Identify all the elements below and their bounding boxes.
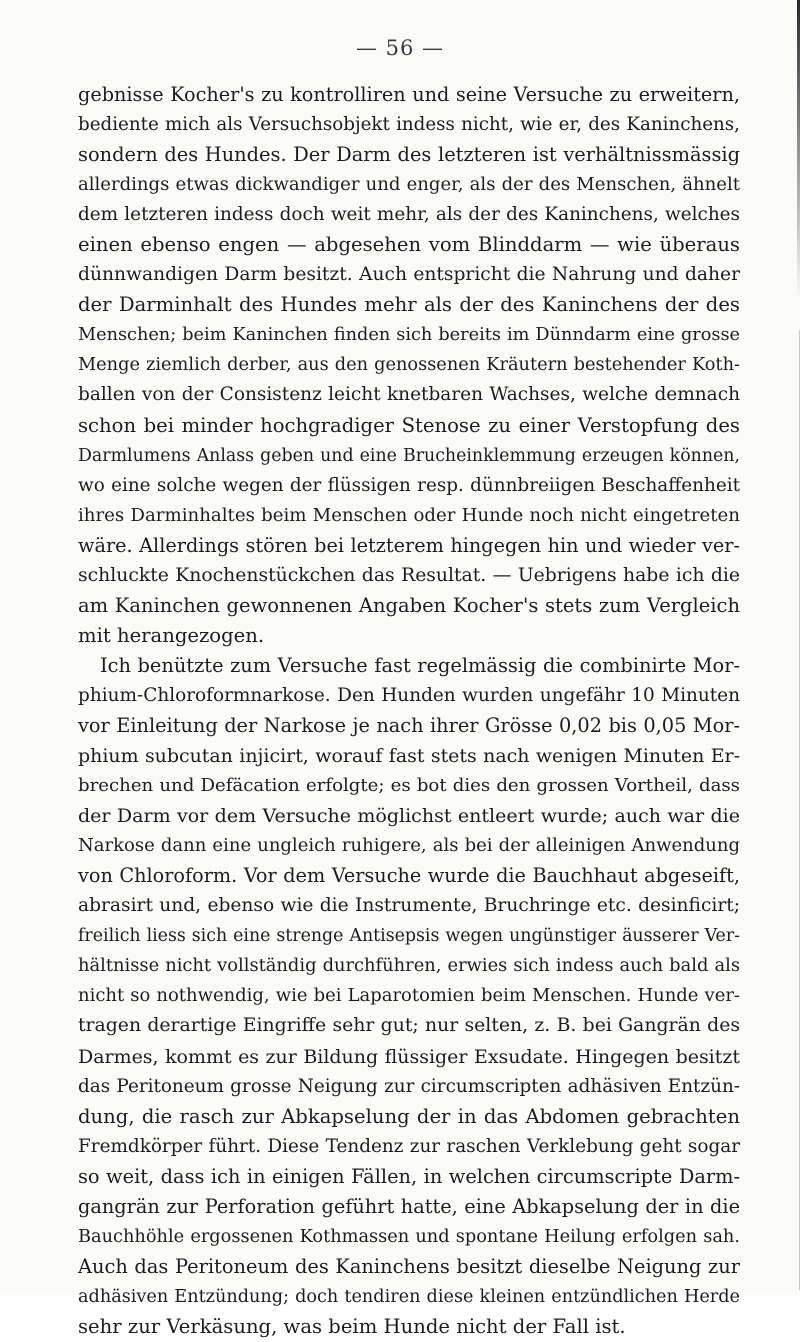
text-line: dünnwandigen Darm besitzt. Auch entspricht die Nahrung und daher	[78, 264, 740, 286]
page-number: — 56 —	[355, 36, 445, 60]
text-line: wo eine solche wegen der flüssigen resp. dünnbreiigen Beschaffenheit	[78, 474, 740, 496]
text-line: schluckte Knochenstückchen das Resultat. — Uebrigens habe ich die	[78, 564, 740, 586]
text-line: Menge ziemlich derber, aus den genossenen Kräutern bestehender Koth-	[78, 355, 740, 376]
text-line: schon bei minder hochgradiger Stenose zu einer Verstopfung des	[78, 413, 740, 437]
text-line: Narkose dann eine ungleich ruhigere, als bei der alleinigen Anwendung	[78, 835, 740, 857]
text-line: dung, die rasch zur Abkapselung der in das Abdomen gebrachten	[78, 1104, 740, 1128]
body-text	[78, 80, 740, 1342]
text-line: der Darm vor dem Versuche möglichst entleert wurde; auch war die	[78, 805, 740, 828]
text-line: freilich liess sich eine strenge Antisepsis wegen ungünstiger äusserer Ver-	[78, 926, 740, 947]
text-line: so weit, dass ich in einigen Fällen, in welchen circumscripte Darm-	[78, 1164, 740, 1188]
text-line: Fremdkörper führt. Diese Tendenz zur raschen Verklebung geht sogar	[78, 1135, 740, 1157]
text-line: phium-Chloroformnarkose. Den Hunden wurden ungefähr 10 Minuten	[78, 684, 740, 706]
text-line: Auch das Peritoneum des Kaninchens besitzt dieselbe Neigung zur	[78, 1254, 740, 1278]
text-line: sondern des Hundes. Der Darm des letzteren ist verhältnissmässig	[78, 143, 740, 167]
text-line: Darmlumens Anlass geben und eine Brucheinklemmung erzeugen können,	[78, 445, 740, 466]
text-line: wäre. Allerdings stören bei letzterem hingegen hin und wieder ver-	[78, 533, 740, 557]
text-line: gangrän zur Perforation geführt hatte, eine Abkapselung der in die	[78, 1194, 740, 1218]
text-line: dem letzteren indess doch weit mehr, als der des Kaninchens, welches	[78, 204, 740, 226]
text-line: phium subcutan injicirt, worauf fast stets nach wenigen Minuten Er-	[78, 745, 740, 768]
text-line: der Darminhalt des Hundes mehr als der des Kaninchens der des	[78, 293, 740, 317]
text-line: Darmes, kommt es zur Bildung flüssiger Exsudate. Hingegen besitzt	[78, 1045, 740, 1068]
paragraph-start-line: Ich benützte zum Versuche fast regelmässig die combinirte Mor-	[100, 653, 740, 677]
text-line: hältnisse nicht vollständig durchführen, erwies sich indess auch bald als	[78, 955, 740, 977]
paragraph-end-line: sehr zur Verkäsung, was beim Hunde nicht der Fall ist.	[78, 1314, 626, 1338]
text-line: abrasirt und, ebenso wie die Instrumente, Bruchringe etc. desinficirt;	[78, 895, 740, 917]
text-line: ballen von der Consistenz leicht knetbaren Wachses, welche demnach	[78, 384, 740, 406]
text-line: einen ebenso engen — abgesehen vom Blinddarm — wie überaus	[78, 233, 740, 257]
text-line: brechen und Defäcation erfolgte; es bot dies den grossen Vortheil, dass	[78, 775, 740, 797]
text-line: tragen derartige Eingriffe sehr gut; nur selten, z. B. bei Gangrän des	[78, 1015, 740, 1037]
paragraph-end-line: mit herangezogen.	[78, 623, 265, 647]
text-line: bediente mich als Versuchsobjekt indess nicht, wie er, des Kaninchens,	[78, 114, 740, 136]
text-line: am Kaninchen gewonnenen Angaben Kocher's stets zum Vergleich	[78, 593, 740, 617]
text-line: Menschen; beim Kaninchen finden sich bereits im Dünndarm eine grosse	[78, 325, 740, 346]
text-line: Bauchhöhle ergossenen Kothmassen und spontane Heilung erfolgen sah.	[78, 1226, 740, 1247]
text-line: ihres Darminhaltes beim Menschen oder Hunde noch nicht eingetreten	[78, 504, 740, 526]
text-line: von Chloroform. Vor dem Versuche wurde die Bauchhaut abgeseift,	[78, 864, 740, 888]
text-line: vor Einleitung der Narkose je nach ihrer Grösse 0,02 bis 0,05 Mor-	[78, 713, 740, 737]
text-line: nicht so nothwendig, wie bei Laparotomien beim Menschen. Hunde ver-	[78, 985, 740, 1007]
text-line: gebnisse Kocher's zu kontrolliren und seine Versuche zu erweitern,	[78, 83, 740, 106]
text-line: das Peritoneum grosse Neigung zur circumscripten adhäsiven Entzün-	[78, 1075, 740, 1097]
text-line: allerdings etwas dickwandiger und enger, als der des Menschen, ähnelt	[78, 174, 740, 196]
text-line: adhäsiven Entzündung; doch tendiren diese kleinen entzündlichen Herde	[78, 1286, 740, 1307]
